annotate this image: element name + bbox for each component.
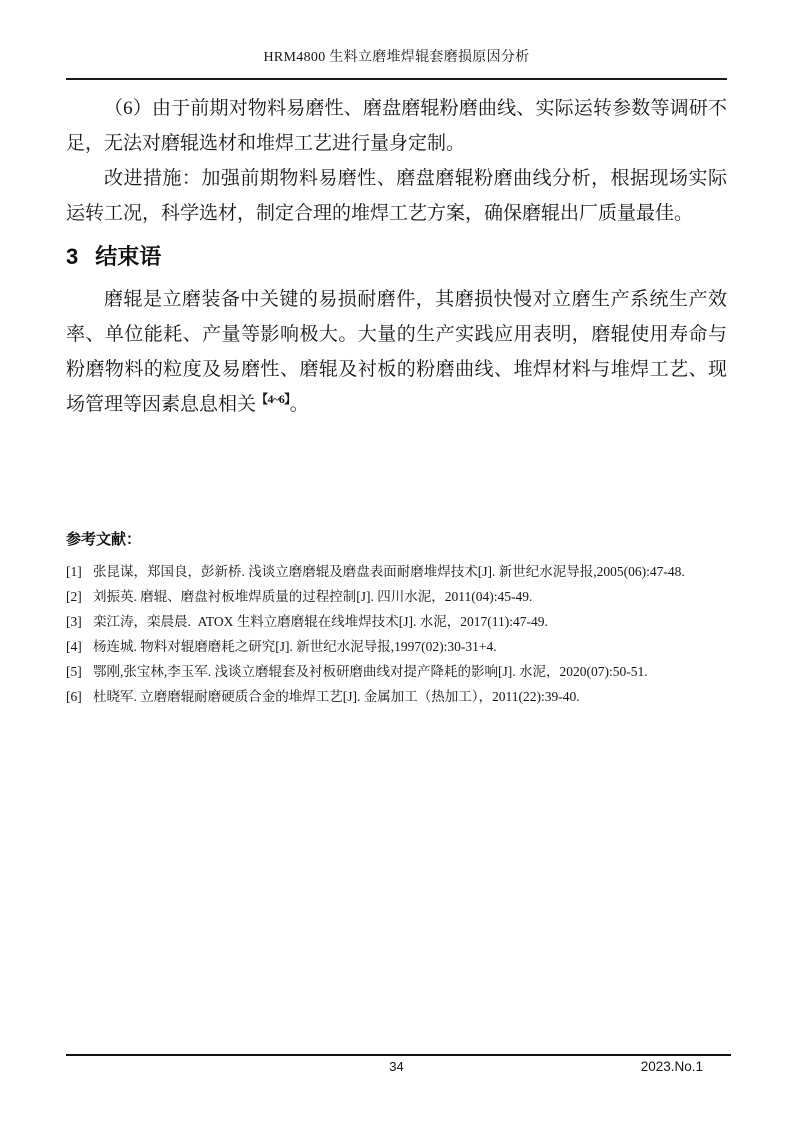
reference-text: 张昆谋，郑国良，彭新桥. 浅谈立磨磨辊及磨盘表面耐磨堆焊技术[J]. 新世纪水泥导报,2005(06):47-48.: [93, 564, 685, 579]
paragraph-item-6: （6）由于前期对物料易磨性、磨盘磨辊粉磨曲线、实际运转参数等调研不足，无法对磨辊选材和堆焊工艺进行量身定制。: [66, 98, 727, 154]
references-heading: 参考文献：: [66, 531, 142, 548]
section-number: 3: [66, 244, 79, 269]
conclusion-period: 。: [289, 394, 309, 415]
reference-text: 杜晓军. 立磨磨辊耐磨硬质合金的堆焊工艺[J]. 金属加工（热加工），2011(22):39-40.: [93, 689, 580, 704]
reference-item: [66, 659, 727, 684]
page-content: [66, 0, 727, 709]
references-list: [66, 559, 727, 709]
reference-item: [66, 584, 727, 609]
reference-label: [2]: [66, 589, 82, 604]
reference-label: [4]: [66, 639, 82, 654]
reference-text: 刘振英. 磨辊、磨盘衬板堆焊质量的过程控制[J]. 四川水泥，2011(04):45-49.: [93, 589, 533, 604]
reference-item: [66, 634, 727, 659]
article-body: [66, 80, 727, 709]
running-header-title: HRM4800 生料立磨堆焊辊套磨损原因分析: [263, 50, 530, 65]
citation-marker: 【4~6】: [256, 392, 290, 407]
section-heading-conclusion: [66, 242, 727, 272]
reference-text: 杨连城. 物料对辊磨磨耗之研究[J]. 新世纪水泥导报,1997(02):30-31+4.: [93, 639, 497, 654]
reference-item: [66, 684, 727, 709]
reference-label: [3]: [66, 614, 82, 629]
section-title: 结束语: [95, 244, 162, 269]
footer-issue-label: 2023.No.1: [640, 1059, 703, 1074]
reference-item: [66, 559, 727, 584]
conclusion-text: 磨辊是立磨装备中关键的易损耐磨件，其磨损快慢对立磨生产系统生产效率、单位能耗、产量等影响极大。大量的生产实践应用表明，磨辊使用寿命与粉磨物料的粒度及易磨性、磨辊及衬板的粉磨曲线、堆焊材料与堆焊工艺、现场管理等因素息息相关: [66, 289, 727, 415]
paragraph-improvement-measures: 改进措施：加强前期物料易磨性、磨盘磨辊粉磨曲线分析，根据现场实际运转工况，科学选材，制定合理的堆焊工艺方案，确保磨辊出厂质量最佳。: [66, 168, 727, 224]
footer-page-number: 34: [389, 1059, 404, 1074]
references-section: [66, 529, 727, 709]
paragraph-conclusion: [66, 282, 727, 424]
reference-text: 栾江涛，栾晨晨. ATOX 生料立磨磨辊在线堆焊技术[J]. 水泥，2017(11):47-49.: [93, 614, 548, 629]
reference-label: [5]: [66, 664, 82, 679]
reference-label: [1]: [66, 564, 82, 579]
reference-text: 鄂刚,张宝林,李玉军. 浅谈立磨辊套及衬板研磨曲线对提产降耗的影响[J]. 水泥，2020(07):50-51.: [93, 664, 648, 679]
reference-label: [6]: [66, 689, 82, 704]
footer-rule: [66, 1054, 731, 1056]
reference-item: [66, 609, 727, 634]
